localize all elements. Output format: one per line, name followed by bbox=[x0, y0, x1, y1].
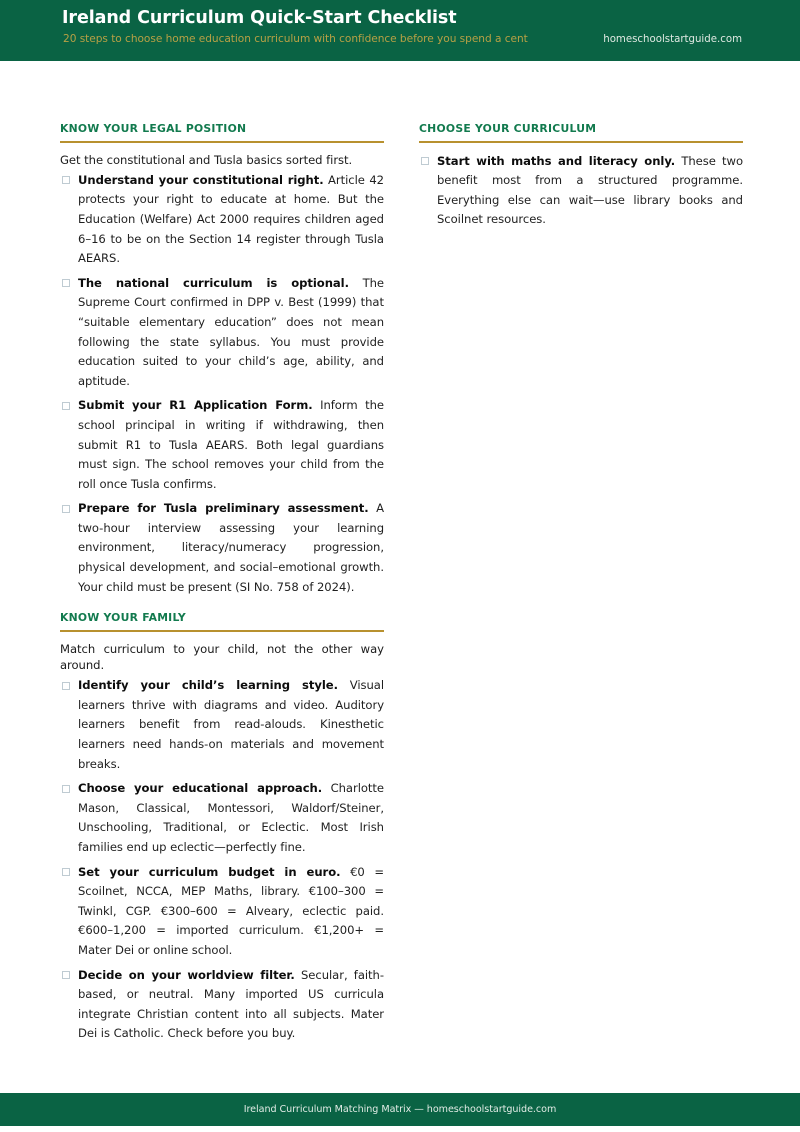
section-heading: KNOW YOUR FAMILY bbox=[60, 611, 186, 625]
right-column bbox=[419, 122, 743, 230]
checklist-item[interactable] bbox=[60, 499, 384, 597]
section-heading: KNOW YOUR LEGAL POSITION bbox=[60, 122, 247, 135]
checklist-item-title: Identify your child’s learning style. bbox=[78, 678, 338, 693]
section-know-your-family bbox=[60, 611, 384, 1044]
checklist-item-description: Article 42 protects your right to educate at home. But the Education (Welfare) Act 2000 requires children aged 6–16 to be on the Section 14 register through Tusla AEARS. bbox=[78, 172, 384, 266]
page-footer bbox=[0, 1093, 800, 1126]
checkbox-icon[interactable] bbox=[421, 157, 429, 165]
checklist-item-title: Submit your R1 Application Form. bbox=[78, 398, 313, 413]
checklist-item[interactable] bbox=[60, 171, 384, 269]
section-divider bbox=[60, 630, 384, 632]
checklist-item-title: Decide on your worldview filter. bbox=[78, 967, 295, 982]
checklist bbox=[419, 152, 743, 230]
section-intro: Match curriculum to your child, not the other way around. bbox=[60, 641, 384, 673]
checklist-item-title: Prepare for Tusla preliminary assessment. bbox=[78, 501, 369, 516]
checkbox-icon[interactable] bbox=[62, 279, 70, 287]
section-heading: CHOOSE YOUR CURRICULUM bbox=[419, 122, 597, 135]
checklist-item-description: Visual learners thrive with diagrams and video. Auditory learners benefit from read-alouds. Kinesthetic learners need hands-on materials and movement breaks. bbox=[78, 678, 384, 771]
checklist-item[interactable] bbox=[60, 396, 384, 494]
checklist-item[interactable] bbox=[60, 966, 384, 1044]
checklist bbox=[60, 171, 384, 597]
checkbox-icon[interactable] bbox=[62, 971, 70, 979]
checklist-item[interactable] bbox=[419, 152, 743, 230]
checklist bbox=[60, 676, 384, 1044]
checkbox-icon[interactable] bbox=[62, 682, 70, 690]
section-know-your-legal-position bbox=[60, 122, 384, 597]
checklist-item-description: €0 = Scoilnet, NCCA, MEP Maths, library. €100–300 = Twinkl, CGP. €300–600 = Alveary, eclectic paid. €600–1,200 = imported curriculum. €1,200+ = Mater Dei or online school. bbox=[78, 864, 385, 957]
page-content bbox=[0, 61, 800, 1093]
section-divider bbox=[60, 141, 384, 143]
checklist-item-description: Charlotte Mason, Classical, Montessori, Waldorf/Steiner, Unschooling, Traditional, or Eclectic. Most Irish families end up eclectic—perfectly fine. bbox=[78, 781, 384, 855]
checklist-item-description: Inform the school principal in writing if withdrawing, then submit R1 to Tusla AEARS. Both legal guardians must sign. The school removes your child from the roll once Tusla confirms. bbox=[78, 398, 384, 491]
checklist-item-description: A two-hour interview assessing your learning environment, literacy/numeracy progression, physical development, and social–emotional growth. Your child must be present (SI No. 758 of 2024). bbox=[78, 501, 384, 594]
checklist-item[interactable] bbox=[60, 779, 384, 857]
checklist-item[interactable] bbox=[60, 274, 384, 392]
checklist-item-title: Understand your constitutional right. bbox=[78, 172, 324, 187]
header-site-url: homeschoolstartguide.com bbox=[603, 34, 742, 45]
checklist-item-title: Choose your educational approach. bbox=[78, 781, 323, 796]
checklist-item-description: The Supreme Court confirmed in DPP v. Best (1999) that “suitable elementary education” does not mean following the state syllabus. You must provide education suited to your child’s age, ability, and aptitude. bbox=[78, 275, 384, 388]
left-column bbox=[60, 122, 384, 1044]
checklist-item-title: The national curriculum is optional. bbox=[78, 275, 349, 290]
checklist-item-description: Secular, faith-based, or neutral. Many imported US curricula integrate Christian content into all subjects. Mater Dei is Catholic. Check before you buy. bbox=[78, 967, 384, 1041]
checkbox-icon[interactable] bbox=[62, 868, 70, 876]
checklist-item-description: These two benefit most from a structured programme. Everything else can wait—use library books and Scoilnet resources. bbox=[437, 153, 744, 227]
checklist-item-title: Set your curriculum budget in euro. bbox=[78, 864, 341, 879]
page-title: Ireland Curriculum Quick-Start Checklist bbox=[62, 8, 457, 28]
checkbox-icon[interactable] bbox=[62, 402, 70, 410]
checkbox-icon[interactable] bbox=[62, 176, 70, 184]
checklist-item[interactable] bbox=[60, 676, 384, 774]
page-subtitle: 20 steps to choose home education curriculum with confidence before you spend a cent bbox=[63, 33, 528, 45]
section-divider bbox=[419, 141, 743, 143]
checklist-item-title: Start with maths and literacy only. bbox=[437, 153, 676, 168]
header-inner bbox=[0, 0, 800, 61]
checkbox-icon[interactable] bbox=[62, 505, 70, 513]
section-intro: Get the constitutional and Tusla basics sorted first. bbox=[60, 152, 353, 167]
footer-text: Ireland Curriculum Matching Matrix — homeschoolstartguide.com bbox=[243, 1104, 557, 1115]
page-header bbox=[0, 0, 800, 61]
checklist-item[interactable] bbox=[60, 863, 384, 961]
section-choose-your-curriculum bbox=[419, 122, 743, 230]
checkbox-icon[interactable] bbox=[62, 785, 70, 793]
